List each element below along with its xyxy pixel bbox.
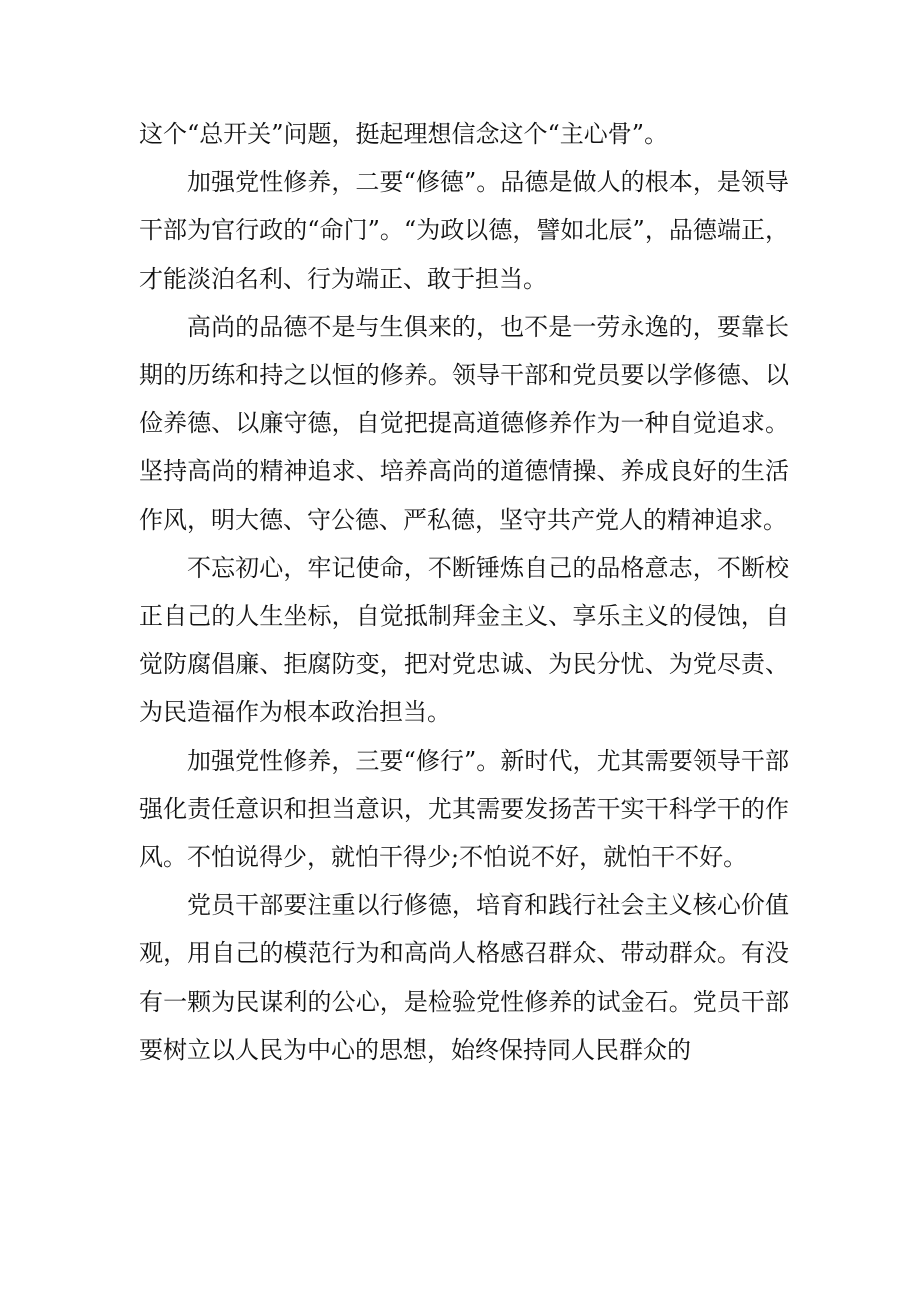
paragraph-xiude-intro: 加强党性修养，二要“修德”。品德是做人的根本，是领导干部为官行政的“命门”。“为政以德，譬如北辰”，品德端正，才能淡泊名利、行为端正、敢于担当。 [139,168,789,293]
paragraph-xiuxing-intro: 加强党性修养，三要“修行”。新时代，尤其需要领导干部强化责任意识和担当意识，尤其需要发扬苦干实干科学干的作风。不怕说得少，就怕干得少;不怕说不好，就怕干不好。 [139,746,789,872]
paragraph-continuation: 这个“总开关”问题，挺起理想信念这个“主心骨”。 [139,120,669,148]
document-body [139,110,789,1074]
paragraph-conduct: 党员干部要注重以行修德，培育和践行社会主义核心价值观，用自己的模范行为和高尚人格感召群众、带动群众。有没有一颗为民谋利的公心，是检验党性修养的试金石。党员干部要树立以人民为中心的思想，始终保持同人民群众的 [139,891,789,1064]
paragraph-noble-character: 高尚的品德不是与生俱来的，也不是一劳永逸的，要靠长期的历练和持之以恒的修养。领导干部和党员要以学修德、以俭养德、以廉守德，自觉把提高道德修养作为一种自觉追求。坚持高尚的精神追求、培养高尚的道德情操、养成良好的生活作风，明大德、守公德、严私德，坚守共产党人的精神追求。 [139,312,789,534]
paragraph-original-aspiration: 不忘初心，牢记使命，不断锤炼自己的品格意志，不断校正自己的人生坐标，自觉抵制拜金主义、享乐主义的侵蚀，自觉防腐倡廉、拒腐防变，把对党忠诚、为民分忧、为党尽责、为民造福作为根本政治担当。 [139,553,789,727]
